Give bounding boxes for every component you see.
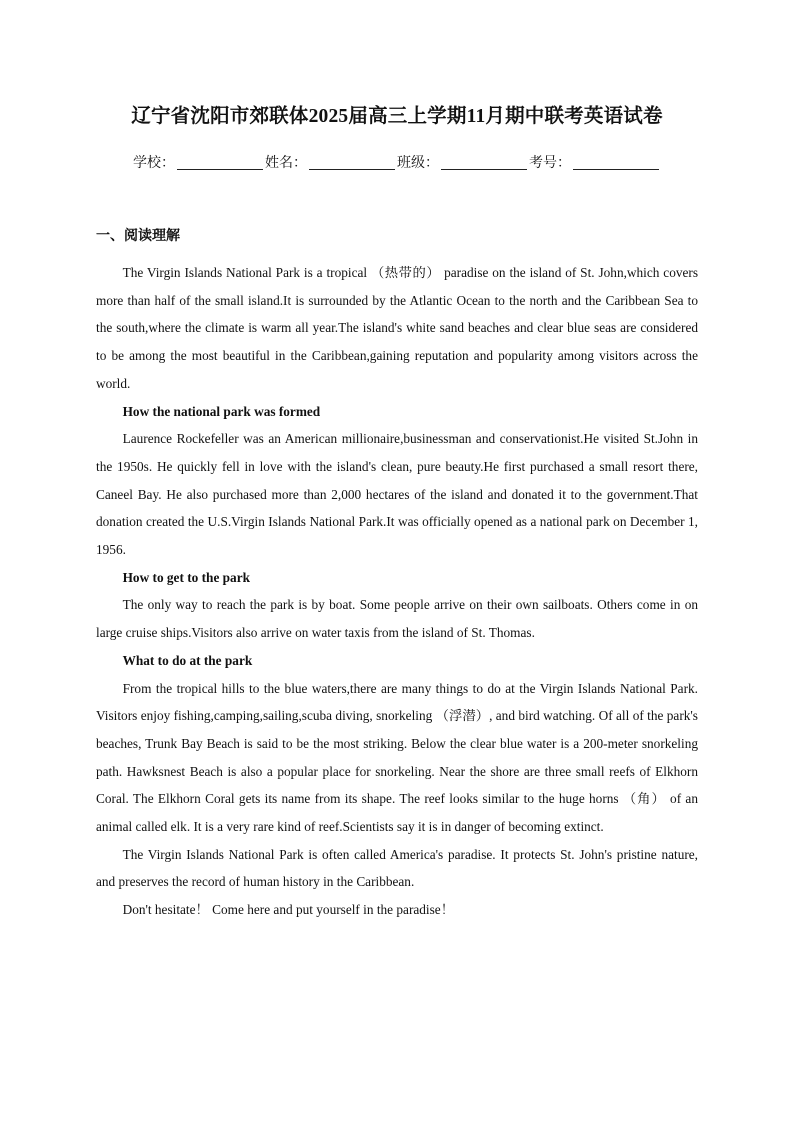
name-blank[interactable] <box>309 155 395 170</box>
student-info-line <box>96 152 698 172</box>
info-school <box>133 152 265 172</box>
paragraph-closing: Don't hesitate！ Come here and put yourself in the paradise！ <box>122 902 454 918</box>
info-name <box>265 152 397 172</box>
subheading-activities: What to do at the park <box>122 652 253 668</box>
paragraph-activities: From the tropical hills to the blue waters,there are many things to do at the Virgin Islands National Park. Visitors enjoy fishing,camping,sailing,scuba diving, snorkeling （浮潜）, and bird watching. Of all of the park's beaches, Trunk Bay Beach is said to be the most striking. Below the clear blue water is a 200-meter snorkeling path. Hawksnest Beach is also a popular place for snorkeling. Near the shore are three small reefs of Elkhorn Coral. The Elkhorn Coral gets its name from its shape. The reef looks similar to the huge horns （角） of an animal called elk. It is a very rare kind of reef.Scientists say it is in danger of becoming extinct. <box>96 680 698 835</box>
school-blank[interactable] <box>177 155 263 170</box>
info-class <box>397 152 529 172</box>
class-blank[interactable] <box>441 155 527 170</box>
paragraph-paradise: The Virgin Islands National Park is often called America's paradise. It protects St. John's pristine nature, and preserves the record of human history in the Caribbean. <box>96 846 698 890</box>
info-label: 班级： <box>397 156 439 171</box>
section-title: 一、阅读理解 <box>96 228 180 244</box>
subheading-get-there: How to get to the park <box>122 569 251 585</box>
info-exam-number <box>529 152 661 172</box>
paragraph-get-there: The only way to reach the park is by boat. Some people arrive on their own sailboats. Others come in on large cruise ships.Visitors also arrive on water taxis from the island of St. Thomas. <box>96 597 698 641</box>
paragraph-formed: Laurence Rockefeller was an American millionaire,businessman and conservationist.He visited St.John in the 1950s. He quickly fell in love with the island's clean, pure beauty.He first purchased a small resort there, Caneel Bay. He also purchased more than 2,000 hectares of the island and donated it to the government.That donation created the U.S.Virgin Islands National Park.It was officially opened as a national park on December 1, 1956. <box>96 431 698 558</box>
document-title: 辽宁省沈阳市郊联体2025届高三上学期11月期中联考英语试卷 <box>131 106 663 127</box>
paragraph-intro: The Virgin Islands National Park is a tropical （热带的） paradise on the island of St. John,which covers more than half of the small island.It is surrounded by the Atlantic Ocean to the north and the Caribbean Sea to the south,where the climate is warm all year.The island's white sand beaches and clear blue seas are considered to be among the most beautiful in the Caribbean,gaining reputation and popularity among visitors across the world. <box>96 265 698 391</box>
info-label: 学校： <box>133 156 175 171</box>
passage <box>96 259 698 924</box>
exam-number-blank[interactable] <box>573 155 659 170</box>
info-label: 考号： <box>529 156 571 171</box>
subheading-formed: How the national park was formed <box>122 403 321 419</box>
info-label: 姓名： <box>265 156 307 171</box>
